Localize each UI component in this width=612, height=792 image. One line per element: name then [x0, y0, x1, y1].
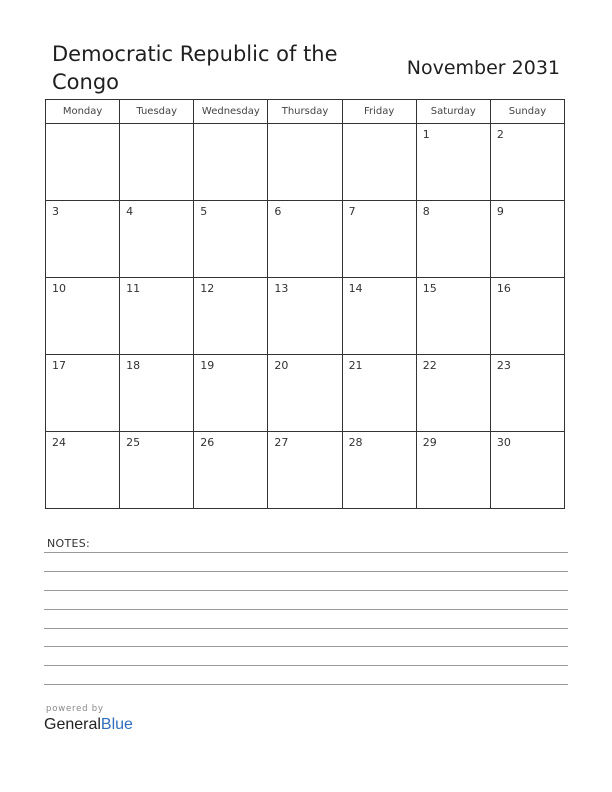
day-number: 8 [422, 205, 430, 218]
day-number [46, 124, 119, 128]
day-number: 23 [496, 359, 511, 372]
day-number: 1 [422, 128, 430, 141]
day-number: 12 [200, 282, 215, 295]
day-cell [268, 355, 342, 432]
day-number [343, 124, 416, 128]
brand-general-text: General [44, 716, 101, 733]
powered-by-text: powered by [46, 704, 104, 714]
day-cell [46, 355, 120, 432]
week-row [46, 278, 565, 355]
day-cell [120, 432, 194, 509]
day-cell [342, 278, 416, 355]
day-cell [268, 278, 342, 355]
day-cell [194, 201, 268, 278]
day-number: 16 [496, 282, 511, 295]
day-number: 28 [348, 436, 363, 449]
day-cell [46, 432, 120, 509]
day-cell [46, 201, 120, 278]
day-number: 30 [496, 436, 511, 449]
weekday-friday: Friday [342, 100, 416, 124]
day-cell [120, 355, 194, 432]
day-number: 20 [274, 359, 289, 372]
notes-line [44, 646, 568, 647]
weekday-wednesday: Wednesday [194, 100, 268, 124]
day-number [268, 124, 341, 128]
day-cell [194, 432, 268, 509]
notes-label: NOTES: [47, 537, 91, 550]
day-number: 3 [52, 205, 59, 218]
day-cell [268, 124, 342, 201]
day-cell [194, 355, 268, 432]
day-cell [194, 124, 268, 201]
day-number [120, 124, 193, 128]
day-number: 24 [52, 436, 66, 449]
day-number: 5 [200, 205, 208, 218]
day-cell [342, 432, 416, 509]
week-row [46, 124, 565, 201]
day-cell [490, 432, 564, 509]
day-number: 10 [52, 282, 66, 295]
generalblue-logo [44, 716, 133, 734]
day-cell [490, 201, 564, 278]
day-number: 4 [126, 205, 134, 218]
weekday-thursday: Thursday [268, 100, 342, 124]
weekday-tuesday: Tuesday [120, 100, 194, 124]
day-number: 18 [126, 359, 141, 372]
day-cell [490, 278, 564, 355]
day-cell [490, 355, 564, 432]
weekday-header-row [46, 100, 565, 124]
day-number: 7 [348, 205, 356, 218]
day-cell [416, 432, 490, 509]
day-cell [416, 201, 490, 278]
calendar-title: Democratic Republic of the Congo [52, 42, 338, 94]
day-number: 25 [126, 436, 141, 449]
day-cell [342, 124, 416, 201]
day-number [194, 124, 267, 128]
day-number: 15 [422, 282, 437, 295]
day-cell [194, 278, 268, 355]
day-cell [120, 201, 194, 278]
weekday-sunday: Sunday [490, 100, 564, 124]
day-cell [416, 278, 490, 355]
week-row [46, 432, 565, 509]
notes-line [44, 552, 568, 553]
day-number: 6 [274, 205, 282, 218]
notes-line [44, 590, 568, 591]
notes-line [44, 628, 568, 629]
day-number: 19 [200, 359, 215, 372]
day-number: 22 [422, 359, 437, 372]
weekday-monday: Monday [46, 100, 120, 124]
day-number: 29 [422, 436, 437, 449]
notes-line [44, 684, 568, 685]
day-number: 2 [496, 128, 504, 141]
day-cell [46, 124, 120, 201]
brand-blue-text: Blue [100, 716, 133, 733]
notes-line [44, 571, 568, 572]
day-cell [416, 124, 490, 201]
calendar-grid [45, 99, 565, 509]
weekday-saturday: Saturday [416, 100, 490, 124]
day-cell [416, 355, 490, 432]
day-cell [342, 355, 416, 432]
week-row [46, 201, 565, 278]
day-cell [46, 278, 120, 355]
day-number: 17 [52, 359, 66, 372]
day-cell [268, 201, 342, 278]
day-number: 26 [200, 436, 215, 449]
day-number: 9 [496, 205, 504, 218]
day-cell [268, 432, 342, 509]
day-number: 27 [274, 436, 289, 449]
day-number: 21 [348, 359, 363, 372]
day-cell [120, 124, 194, 201]
week-row [46, 355, 565, 432]
notes-line [44, 665, 568, 666]
month-label: November 2031 [406, 57, 560, 79]
day-number: 13 [274, 282, 289, 295]
day-cell [490, 124, 564, 201]
day-number: 11 [126, 282, 141, 295]
day-cell [120, 278, 194, 355]
notes-line [44, 609, 568, 610]
day-number: 14 [348, 282, 363, 295]
day-cell [342, 201, 416, 278]
